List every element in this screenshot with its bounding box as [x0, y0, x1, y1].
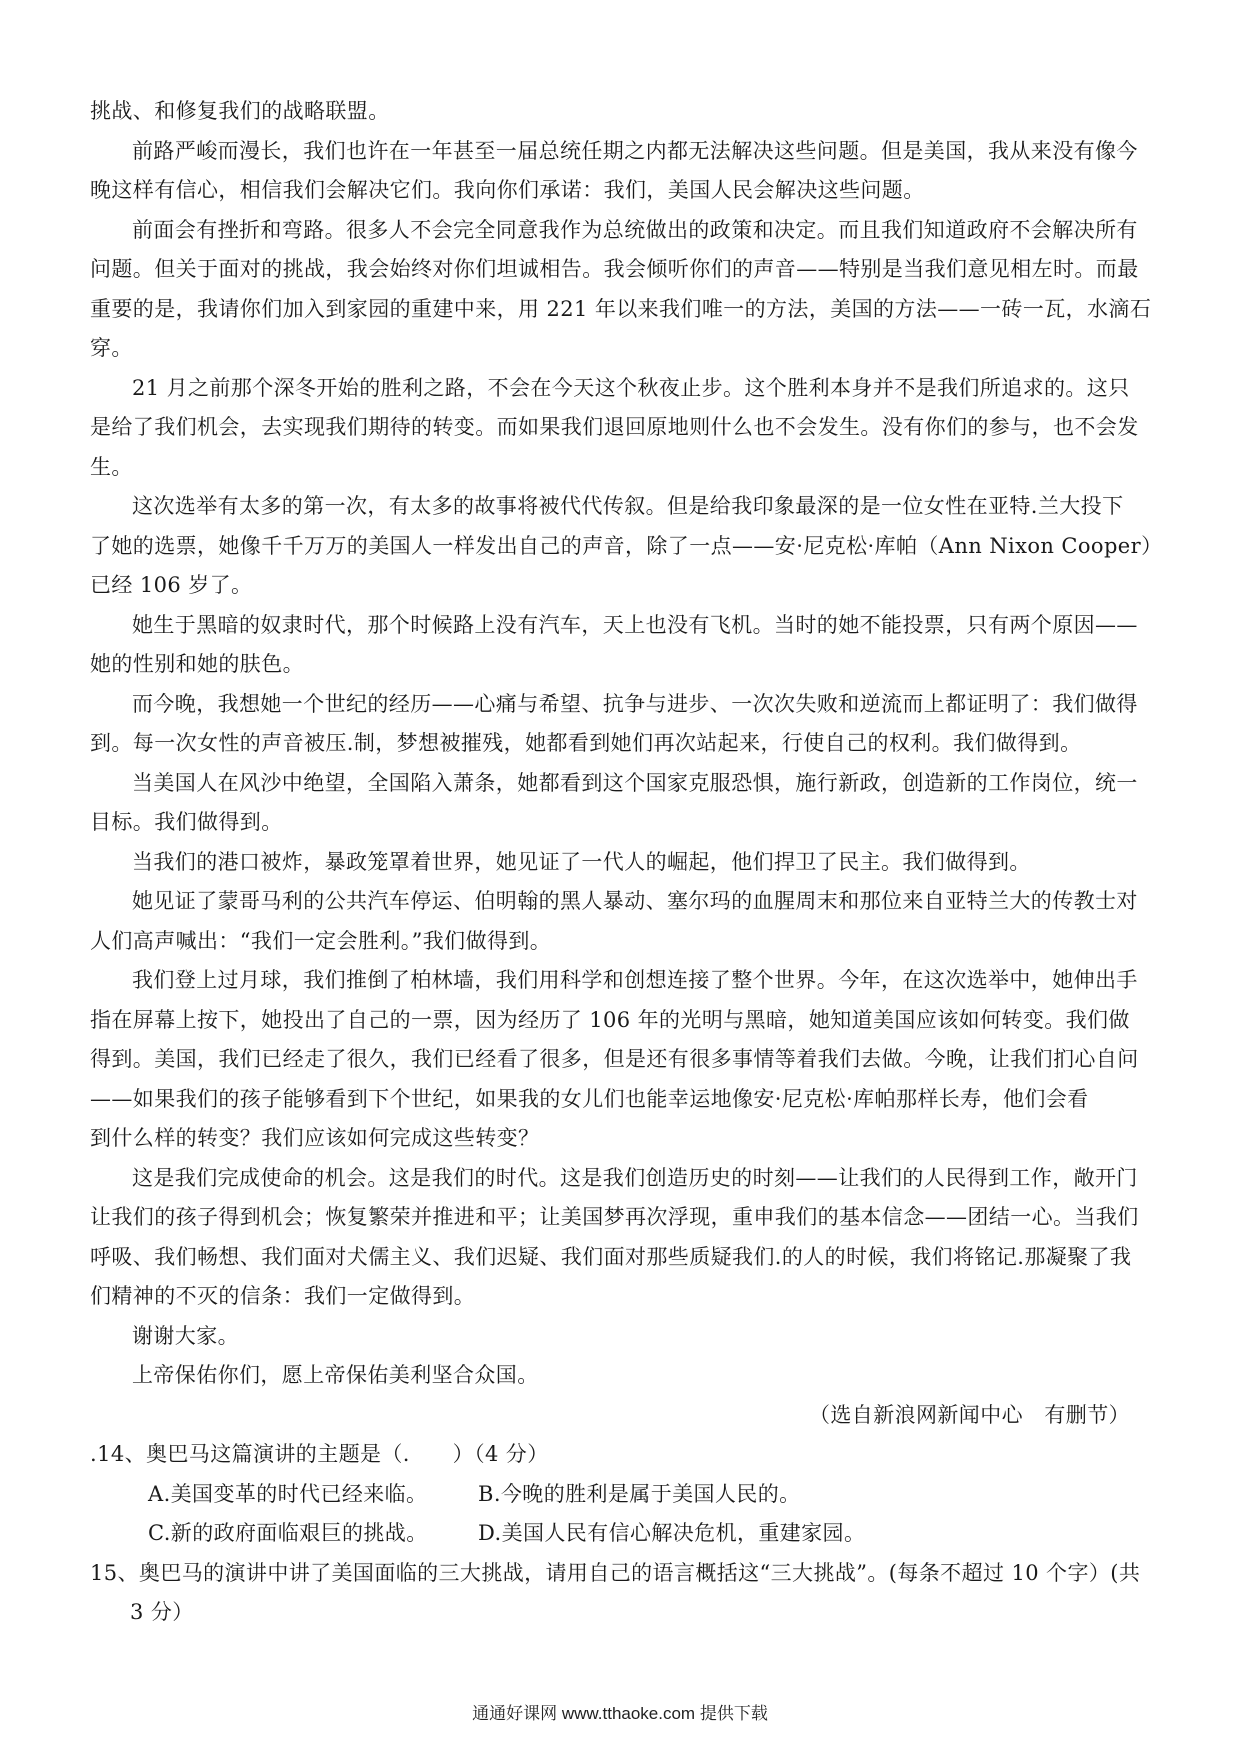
- text-line: 了她的选票，她像千千万万的美国人一样发出自己的声音，除了一点——安·尼克松·库帕（Ann Nixon Cooper）: [90, 533, 1163, 558]
- question-15-score: 3 分）: [130, 1600, 194, 1624]
- option-c: C.新的政府面临艰巨的挑战。: [148, 1521, 428, 1545]
- text-line: 到什么样的转变？我们应该如何完成这些转变？: [90, 1126, 540, 1150]
- text-line: 让我们的孩子得到机会；恢复繁荣并推进和平；让美国梦再次浮现，重申我们的基本信念——团结一心。当我们: [90, 1205, 1139, 1229]
- text-line: 而今晚，我想她一个世纪的经历——心痛与希望、抗争与进步、一次次失败和逆流而上都证明了：我们做得: [132, 691, 1138, 716]
- text-line: 当我们的港口被炸，暴政笼罩着世界，她见证了一代人的崛起，他们捍卫了民主。我们做得到。: [132, 849, 1031, 874]
- text-line: 当美国人在风沙中绝望，全国陷入萧条，她都看到这个国家克服恐惧，施行新政，创造新的工作岗位，统一: [132, 770, 1138, 795]
- text-line: 我们登上过月球，我们推倒了柏林墙，我们用科学和创想连接了整个世界。今年，在这次选举中，她伸出手: [132, 968, 1138, 992]
- page-footer: 通通好课网 www.tthaoke.com 提供下载: [472, 1704, 768, 1723]
- text-line: 前路严峻而漫长，我们也许在一年甚至一届总统任期之内都无法解决这些问题。但是美国，我从来没有像今: [132, 138, 1138, 163]
- text-line: 她生于黑暗的奴隶时代，那个时候路上没有汽车，天上也没有飞机。当时的她不能投票，只有两个原因——: [132, 612, 1138, 637]
- question-15: [90, 1554, 1158, 1633]
- text-line: 挑战、和修复我们的战略联盟。: [90, 99, 390, 123]
- text-line: 她的性别和她的肤色。: [90, 652, 304, 676]
- text-line: 21 月之前那个深冬开始的胜利之路，不会在今天这个秋夜止步。这个胜利本身并不是我们所追求的。这只: [132, 375, 1130, 400]
- text-line: 问题。但关于面对的挑战，我会始终对你们坦诚相告。我会倾听你们的声音——特别是当我们意见相左时。而最: [90, 257, 1139, 281]
- text-line: ——如果我们的孩子能够看到下个世纪，如果我的女儿们也能幸运地像安·尼克松·库帕那样长寿，他们会看: [90, 1086, 1089, 1111]
- text-line: 已经 106 岁了。: [90, 573, 253, 597]
- text-line: 得到。美国，我们已经走了很久，我们已经看了很多，但是还有很多事情等着我们去做。今晚，让我们扪心自问: [90, 1047, 1139, 1071]
- option-a: A.美国变革的时代已经来临。: [148, 1481, 428, 1506]
- question-14-options-row-2: [90, 1514, 1158, 1554]
- text-line: 重要的是，我请你们加入到家园的重建中来，用 221 年以来我们唯一的方法，美国的方法——一砖一瓦，水滴石: [90, 296, 1152, 321]
- text-line: 她见证了蒙哥马利的公共汽车停运、伯明翰的黑人暴动、塞尔玛的血腥周末和那位来自亚特兰大的传教士对: [132, 889, 1138, 913]
- text-line: 生。: [90, 454, 133, 479]
- text-line: 前面会有挫折和弯路。很多人不会完全同意我作为总统做出的政策和决定。而且我们知道政府不会解决所有: [132, 217, 1138, 242]
- speech-text: [90, 92, 1163, 1396]
- text-line: 人们高声喊出：“我们一定会胜利。”我们做得到。: [90, 928, 552, 953]
- text-line: 指在屏幕上按下，她投出了自己的一票，因为经历了 106 年的光明与黑暗，她知道美国应该如何转变。我们做: [90, 1007, 1130, 1032]
- text-line: 是给了我们机会，去实现我们期待的转变。而如果我们退回原地则什么也不会发生。没有你们的参与，也不会发: [90, 415, 1139, 439]
- text-line: 目标。我们做得到。: [90, 810, 283, 834]
- source-citation: （选自新浪网新闻中心 有删节）: [809, 1402, 1130, 1427]
- question-14-options-row-1: [90, 1475, 1158, 1515]
- option-b: B.今晚的胜利是属于美国人民的。: [478, 1481, 801, 1506]
- text-line: 谢谢大家。: [132, 1323, 239, 1348]
- text-line: 上帝保佑你们，愿上帝保佑美利坚合众国。: [132, 1363, 539, 1387]
- option-d: D.美国人民有信心解决危机，重建家园。: [478, 1521, 866, 1545]
- text-line: 到。每一次女性的声音被压.制，梦想被摧残，她都看到她们再次站起来，行使自己的权利。我们做得到。: [90, 731, 1082, 755]
- text-line: 这是我们完成使命的机会。这是我们的时代。这是我们创造历史的时刻——让我们的人民得到工作，敞开门: [132, 1165, 1138, 1190]
- document-body: [90, 92, 1163, 1633]
- text-line: 这次选举有太多的第一次，有太多的故事将被代代传叙。但是给我印象最深的是一位女性在亚特.兰大投下: [132, 494, 1124, 518]
- text-line: 晚这样有信心，相信我们会解决它们。我向你们承诺：我们，美国人民会解决这些问题。: [90, 178, 925, 202]
- text-line: 穿。: [90, 336, 133, 360]
- text-line: 们精神的不灭的信条：我们一定做得到。: [90, 1284, 476, 1308]
- text-line: 呼吸、我们畅想、我们面对犬儒主义、我们迟疑、我们面对那些质疑我们.的人的时候，我们将铭记.那凝聚了我: [90, 1244, 1132, 1269]
- question-14: [90, 1435, 1158, 1554]
- question-14-stem: .14、奥巴马这篇演讲的主题是（. ）（4 分）: [90, 1442, 549, 1466]
- question-15-stem: 15、奥巴马的演讲中讲了美国面临的三大挑战，请用自己的语言概括这“三大挑战”。(每条不超过 10 个字）(共: [90, 1560, 1141, 1585]
